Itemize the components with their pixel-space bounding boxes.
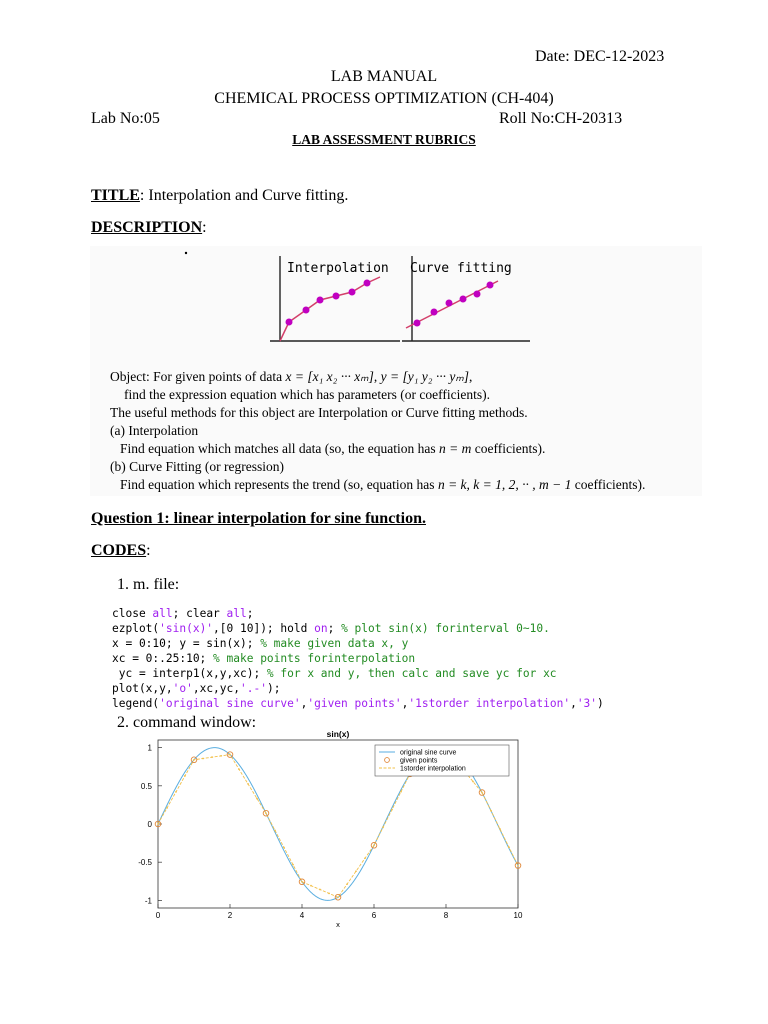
x-axis-label: x: [336, 920, 340, 928]
chart-title: sin(x): [326, 729, 350, 739]
interpolation-point: [283, 847, 285, 849]
x-tick-label: 6: [371, 911, 377, 920]
interpolation-point: [391, 809, 393, 811]
curve-fitting-desc: Find equation which represents the trend (so, equation has n = k, k = 1, 2, ·· , m − 1 coefficients).: [120, 477, 646, 492]
object-line: Object: For given points of data x = [x₁ x₂ ··· xₘ], y = [y₁ y₂ ··· yₘ],: [110, 369, 473, 384]
interpolation-point: [310, 885, 312, 887]
x-tick-label: 0: [155, 911, 161, 920]
interpolation-point: [508, 846, 510, 848]
codes-label: CODES: [91, 542, 147, 559]
y-tick-label: 0.5: [140, 781, 152, 791]
interpolation-desc: Find equation which matches all data (so, the equation has n = m coefficients).: [120, 441, 546, 456]
description-label: DESCRIPTION: [91, 219, 203, 236]
interpolation-point: [355, 870, 357, 872]
interpolation-point: [220, 755, 222, 757]
interpolation-point: [346, 883, 348, 885]
legend-label: original sine curve: [400, 749, 457, 757]
y-tick-label: -1: [144, 896, 152, 906]
interpolation-label: Interpolation: [287, 261, 389, 276]
x-tick-label: 8: [443, 911, 449, 920]
interpolation-point: [175, 791, 177, 793]
interpolation-point: [472, 781, 474, 783]
interpolation-point: [184, 775, 186, 777]
interp-vs-fit-diagram: [90, 246, 702, 358]
legend-label: 1storder interpolation: [400, 765, 466, 773]
date-label: Date: DEC-12-2023: [535, 48, 665, 65]
item-command-window: 2. command window:: [117, 714, 257, 731]
roll-number: Roll No:CH-20313: [499, 110, 623, 127]
description-line: [91, 219, 207, 237]
interpolation-point: [337, 896, 339, 898]
methods-line: The useful methods for this object are Interpolation or Curve fitting methods.: [110, 405, 528, 420]
y-tick-label: -0.5: [138, 858, 152, 868]
curve-fitting-heading: (b) Curve Fitting (or regression): [110, 459, 284, 474]
sine-chart: [130, 728, 540, 928]
x-tick-label: 2: [227, 911, 233, 920]
code-line-6: plot(x,y,'o',xc,yc,'.-');: [112, 682, 281, 695]
interpolation-point: [292, 864, 294, 866]
course-title: CHEMICAL PROCESS OPTIMIZATION (CH-404): [214, 90, 554, 107]
lab-number: Lab No:05: [91, 110, 160, 127]
interpolation-heading: (a) Interpolation: [110, 423, 199, 438]
object-line-2: find the expression equation which has parameters (or coefficients).: [124, 387, 490, 402]
y-tick-label: 1: [147, 743, 152, 753]
interpolation-point: [166, 807, 168, 809]
interpolation-point: [256, 798, 258, 800]
legend-label: given points: [400, 757, 438, 765]
x-tick-label: 10: [513, 911, 523, 920]
interpolation-point: [265, 812, 267, 814]
curve-fitting-label: Curve fitting: [410, 261, 512, 276]
interpolation-point: [301, 881, 303, 883]
interpolation-point: [481, 792, 483, 794]
y-tick-label: 0: [147, 820, 152, 829]
interpolation-point: [517, 865, 519, 867]
rubrics-heading: LAB ASSESSMENT RUBRICS: [292, 132, 476, 147]
interpolation-point: [490, 810, 492, 812]
question-1-heading: Question 1: linear interpolation for sine function.: [91, 510, 426, 527]
code-line-4: xc = 0:.25:10; % make points forinterpolation: [112, 652, 416, 665]
interpolation-point: [238, 768, 240, 770]
interpolation-point: [202, 758, 204, 760]
description-figure: [90, 246, 702, 496]
interpolation-point: [211, 756, 213, 758]
matlab-code: [112, 606, 604, 711]
code-line-5: yc = interp1(x,y,xc); % for x and y, then calc and save yc for xc: [112, 667, 557, 680]
interpolation-point: [373, 844, 375, 846]
interpolation-point: [364, 857, 366, 859]
interpolation-point: [157, 823, 159, 825]
x-tick-label: 4: [299, 911, 305, 920]
codes-line: CODES:: [91, 542, 151, 559]
interpolation-point: [247, 783, 249, 785]
description-colon: :: [202, 219, 207, 236]
manual-title: LAB MANUAL: [330, 68, 438, 85]
interpolation-point: [382, 827, 384, 829]
code-line-3: x = 0:10; y = sin(x); % make given data x, y: [112, 637, 409, 650]
code-line-2: ezplot('sin(x)',[0 10]); hold on; % plot sin(x) forinterval 0~10.: [112, 622, 550, 635]
title-text: : Interpolation and Curve fitting.: [139, 187, 349, 204]
interpolation-point: [229, 754, 231, 756]
title-label: TITLE: [91, 187, 140, 204]
code-line-7: legend('original sine curve','given points','1storder interpolation','3'): [112, 697, 604, 710]
interpolation-point: [400, 791, 402, 793]
title-line: [91, 187, 348, 205]
interpolation-point: [319, 889, 321, 891]
interpolation-point: [193, 759, 195, 761]
item-m-file: 1. m. file:: [117, 576, 180, 593]
interpolation-point: [499, 828, 501, 830]
interpolation-point: [274, 829, 276, 831]
code-line-1: close all; clear all;: [112, 607, 254, 620]
interpolation-point: [328, 892, 330, 894]
